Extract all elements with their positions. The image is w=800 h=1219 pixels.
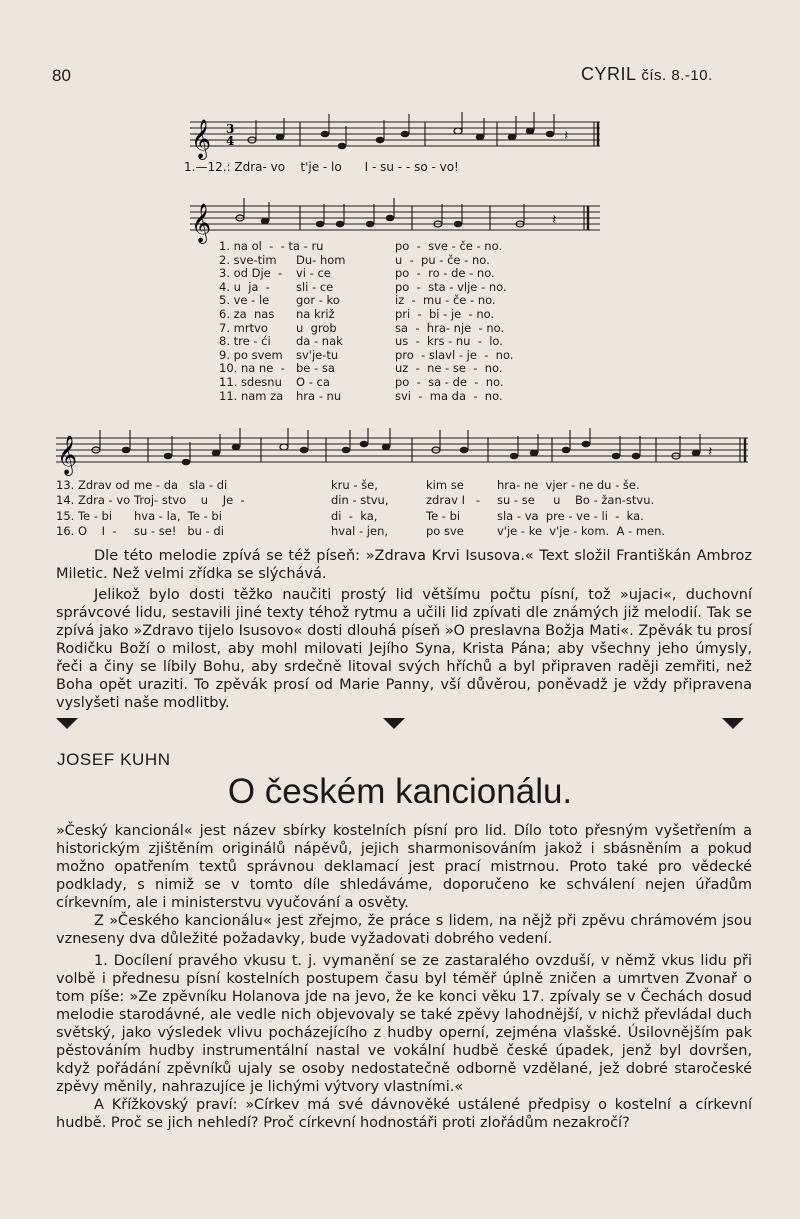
article-title: O českém kancionálu. [227,772,573,811]
paragraph-melody-note: Dle této melodie zpívá se též píseň: »Zdrava Krvi Isusova.« Text složil Františkán Ambroz Miletic. Než velmi zřídka se slýchává. [56,548,752,582]
svg-text:𝄽: 𝄽 [552,211,557,227]
staff-lines [56,438,748,462]
notes [92,428,712,465]
verse-row: 14. Zdra - vo Troj- stvo u Je - din - stvu, zdrav I - su - se u Bo - žan-stvu. [56,493,655,508]
music-staff-2 [190,196,602,243]
journal-name: CYRIL [581,64,636,84]
issue-number: čís. 8.-10. [641,67,713,84]
staff-lines [190,206,600,230]
treble-clef-icon: 𝄞 [191,119,212,159]
music-staff-3 [56,428,750,476]
music-staff-1 [190,112,602,159]
verse-row: 13. Zdrav od me - da sla - di kru - še, kim se hra- ne vjer - ne du - še. [56,478,640,492]
article-paragraph-3: 1. Docílení pravého vkusu t. j. vymanění se ze zastaralého ovzduší, v němž vkus lidu při volbě i přednesu písní kostelních postupem času byl téměř úplně zničen a umrtven Zvonař o tom píše: »Ze zpěvníku Holanova jde na jevo, že ke konci věku 17. zpívaly se v Čechách dosud melodie starodávné, ale vedle nich objevovaly se také zpěvy lahodnější, v nichž převládal duch světský, jako výsledek vlivu pocházejícího z hudby operní, zejména vlašské. Úsilovnějším pak pěstováním hudby instrumentální nastal ve vokální hudbě české úpadek, jenž byl dovršen, když pořádání zpěvníků ujaly se osoby nedostatečně odborně vzdělané, jež dobré staročeské zpěvy měnily, nahrazujíce je lichými výtvory vlastními.« [56,953,752,1095]
paragraph-texts: Jelikož bylo dosti těžko naučiti prostý lid většímu počtu písní, tož »ujaci«, duchovní správcové lidu, sestavili jiné texty téhož rytmu a učili lid zpívati dle známých již melodií. Tak se zpívá jako »Zdravo tijelo Isusovo« dosti dlouhá píseň »O preslavna Božja Mati«. Zpěvák tu prosí Rodičku Boží o milost, aby mohl milovati Jejího Syna, Krista Pána; aby všechny jeho úmysly, řeči a činy se líbily Bohu, aby srdečně litoval svých hříchů a byl připraven raději zemřiti, než Boha opět uraziti. To zpěvák prosí od Marie Panny, vší důvěrou, poněvadž je vždy připravena vyslyšeti naše modlitby. [56,587,752,711]
svg-text:4: 4 [226,134,235,148]
svg-text:𝄽: 𝄽 [564,127,569,143]
time-signature: 3 [226,122,235,136]
article-paragraph-1: »Český kancionál« jest název sbírky kostelních písní pro lid. Dílo toto přesným vyšetřením a historickým zjištěním originálů nápěvů, jejich sharmonisováním jakož i sbásněním a pokud možno opatřením textů správnou deklamací jest prací mistrnou. Proto také pro vědecké podklady, s nimiž se v tomto díle shledáváme, doporučeno ke schválení nejen úřadům církevním, ale i ministerstvu vyučování a osvěty. [56,823,752,911]
article-paragraph-2: Z »Českého kancionálu« jest zřejmo, že práce s lidem, na nějž při zpěvu chrámovém jsou vzneseny dva důležité požadavky, bude vyžadovati dobrého vedení. [56,913,752,947]
staff-3-verses [56,478,666,540]
treble-clef-icon: 𝄞 [191,203,212,243]
article-paragraph-4: A Křížkovský praví: »Církev má své dávnověké ustálené předpisy o kostelní a církevní hudbě. Proč se jich nehledí? Proč církevní hodnostáři proti zlořádům nezakročí? [56,1097,752,1131]
staff-1-lyrics: 1.—12.: Zdra- vo t'je - lo I - su - - so - vo! [184,160,459,174]
notes [248,112,568,149]
treble-clef-icon: 𝄞 [57,435,78,475]
section-ornament-right [722,718,744,729]
page-number: 80 [52,66,71,85]
verse-row: 16. O I - su - se! bu - di hval - jen, po sve v'je - ke v'je - kom. A - men. [56,524,666,539]
section-ornament-left [56,718,78,729]
running-head [581,64,713,85]
article-author: JOSEF KUHN [57,750,171,769]
svg-text:𝄽: 𝄽 [708,443,713,459]
verse-row: 15. Te - bi hva - la, Te - bi di - ka, Te - bi sla - va pre - ve - li - ka. [56,508,644,523]
section-ornament-center [383,718,405,729]
